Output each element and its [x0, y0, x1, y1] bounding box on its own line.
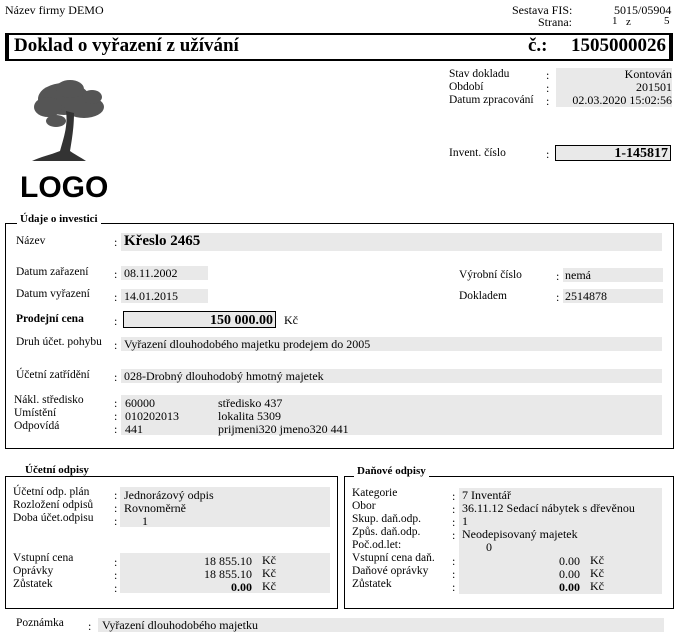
ucetni-vstupni-currency: Kč — [262, 553, 276, 567]
zatrideni-label: Účetní zatřídění — [16, 369, 90, 381]
colon: : — [114, 235, 118, 249]
stredisko-label: Nákl. středisko — [14, 394, 84, 406]
colon: : — [114, 501, 118, 515]
skup-value: 1 — [462, 514, 468, 528]
ucetni-vstupni-value: 18 855.10 — [204, 554, 252, 568]
poznamka-value: Vyřazení dlouhodobého majetku — [98, 618, 664, 632]
colon: : — [114, 581, 118, 595]
colon: : — [114, 568, 118, 582]
colon: : — [114, 267, 118, 281]
danove-vstupni-currency: Kč — [590, 553, 604, 567]
poznamka-label: Poznámka — [16, 617, 64, 629]
ucetni-opravky-value: 18 855.10 — [204, 567, 252, 581]
skup-label: Skup. daň.odp. — [352, 513, 421, 525]
page-separator: z — [626, 16, 631, 28]
danove-opravky-value: 0.00 — [559, 567, 580, 581]
dokladem-value: 2514878 — [563, 289, 663, 303]
colon: : — [114, 290, 118, 304]
danove-zustatek-currency: Kč — [590, 579, 604, 593]
druh-value: Vyřazení dlouhodobého majetku prodejem do 2005 — [121, 337, 662, 351]
document-number: 1505000026 — [571, 35, 666, 56]
zpus-value: Neodepisovaný majetek — [462, 527, 578, 541]
ucetni-opravky-currency: Kč — [262, 566, 276, 580]
ucetni-zustatek-label: Zůstatek — [13, 578, 53, 590]
asset-name: Křeslo 2465 — [124, 233, 201, 249]
colon: : — [114, 514, 118, 528]
doba-label: Doba účet.odpisu — [13, 512, 94, 524]
colon: : — [452, 528, 456, 542]
colon: : — [556, 290, 560, 304]
colon: : — [114, 396, 118, 410]
rozlozeni-value: Rovnoměrně — [124, 501, 186, 515]
doba-value: 1 — [142, 514, 148, 528]
prodejni-cena-label: Prodejní cena — [16, 313, 84, 325]
colon: : — [546, 147, 550, 161]
vyrobni-cislo-label: Výrobní číslo — [459, 269, 522, 281]
danove-zustatek-label: Zůstatek — [352, 578, 392, 590]
dokladem-label: Dokladem — [459, 290, 507, 302]
rozlozeni-label: Rozložení odpisů — [13, 499, 94, 511]
datum-zarazeni-value: 08.11.2002 — [121, 266, 208, 280]
umisteni-name: lokalita 5309 — [218, 409, 281, 423]
name-label: Název — [16, 235, 46, 247]
tree-icon — [26, 77, 116, 171]
colon: : — [114, 314, 118, 328]
page-title: Doklad o vyřazení z užívání — [14, 35, 239, 56]
stredisko-block-bg — [121, 395, 662, 435]
processed-value: 02.03.2020 15:02:56 — [556, 94, 672, 107]
odpovida-code: 441 — [125, 422, 143, 436]
page-label: Strana: — [538, 15, 572, 29]
ucetni-zustatek-value: 0.00 — [231, 580, 252, 594]
poc-value: 0 — [486, 540, 492, 554]
colon: : — [556, 269, 560, 283]
ucetni-opravky-label: Oprávky — [13, 565, 54, 577]
name-field-bg — [121, 233, 662, 251]
company-name: Název firmy DEMO — [5, 3, 104, 17]
colon: : — [114, 555, 118, 569]
prodejni-cena-value: 150 000.00 — [123, 311, 276, 328]
danove-vstupni-value: 0.00 — [559, 554, 580, 568]
danove-opravky-label: Daňové oprávky — [352, 565, 429, 577]
danove-odpisy-title: Daňové odpisy — [354, 465, 429, 477]
investment-section-title: Údaje o investici — [17, 213, 101, 225]
umisteni-label: Umístění — [14, 407, 57, 419]
danove-opravky-currency: Kč — [590, 566, 604, 580]
colon: : — [114, 488, 118, 502]
report-value: 5015/05904 — [614, 3, 672, 17]
colon: : — [452, 580, 456, 594]
invent-number: 1-145817 — [555, 145, 671, 161]
umisteni-code: 010202013 — [125, 409, 179, 423]
period-label: Období — [449, 81, 484, 93]
colon: : — [452, 554, 456, 568]
colon: : — [452, 567, 456, 581]
processed-label: Datum zpracování — [449, 94, 534, 106]
vyrobni-cislo-value: nemá — [563, 268, 663, 282]
period-value: 201501 — [556, 81, 672, 94]
colon: : — [114, 370, 118, 384]
report-label: Sestava FIS: — [512, 3, 573, 17]
colon: : — [546, 81, 550, 95]
page-total: 5 — [664, 15, 670, 27]
prodejni-cena-currency: Kč — [284, 313, 298, 327]
ucetni-plan-label: Účetní odp. plán — [13, 486, 90, 498]
colon: : — [114, 409, 118, 423]
obor-value: 36.11.12 Sedací nábytek s dřevěnou — [462, 501, 635, 515]
colon: : — [452, 489, 456, 503]
ucetni-zustatek-currency: Kč — [262, 579, 276, 593]
stredisko-code: 60000 — [125, 396, 155, 410]
ucetni-vstupni-label: Vstupní cena — [13, 552, 74, 564]
ucetni-odpisy-title: Účetní odpisy — [22, 464, 92, 476]
page-current: 1 — [612, 15, 618, 27]
status-value: Kontován — [556, 68, 672, 81]
datum-zarazeni-label: Datum zařazení — [16, 266, 89, 278]
invent-label: Invent. číslo — [449, 147, 506, 159]
colon: : — [452, 502, 456, 516]
datum-vyrazeni-label: Datum vyřazení — [16, 288, 90, 300]
stredisko-name: středisko 437 — [218, 396, 283, 410]
colon: : — [114, 338, 118, 352]
poc-label: Poč.od.let: — [352, 539, 402, 551]
druh-label: Druh účet. pohybu — [16, 336, 102, 348]
ucetni-plan-value: Jednorázový odpis — [124, 488, 214, 502]
zatrideni-value: 028-Drobný dlouhodobý hmotný majetek — [121, 369, 662, 383]
colon: : — [546, 94, 550, 108]
kategorie-value: 7 Inventář — [462, 488, 511, 502]
danove-zustatek-value: 0.00 — [559, 580, 580, 594]
zpus-label: Způs. daň.odp. — [352, 526, 421, 538]
odpovida-name: prijmeni320 jmeno320 441 — [218, 422, 349, 436]
colon: : — [88, 619, 92, 633]
logo-text: LOGO — [20, 171, 109, 204]
status-label: Stav dokladu — [449, 68, 510, 80]
odpovida-label: Odpovídá — [14, 420, 60, 432]
colon: : — [452, 515, 456, 529]
document-number-label: č.: — [528, 35, 548, 56]
colon: : — [546, 68, 550, 82]
danove-vstupni-label: Vstupní cena daň. — [352, 552, 435, 564]
kategorie-label: Kategorie — [352, 487, 398, 499]
datum-vyrazeni-value: 14.01.2015 — [121, 289, 208, 303]
colon: : — [114, 422, 118, 436]
obor-label: Obor — [352, 500, 376, 512]
